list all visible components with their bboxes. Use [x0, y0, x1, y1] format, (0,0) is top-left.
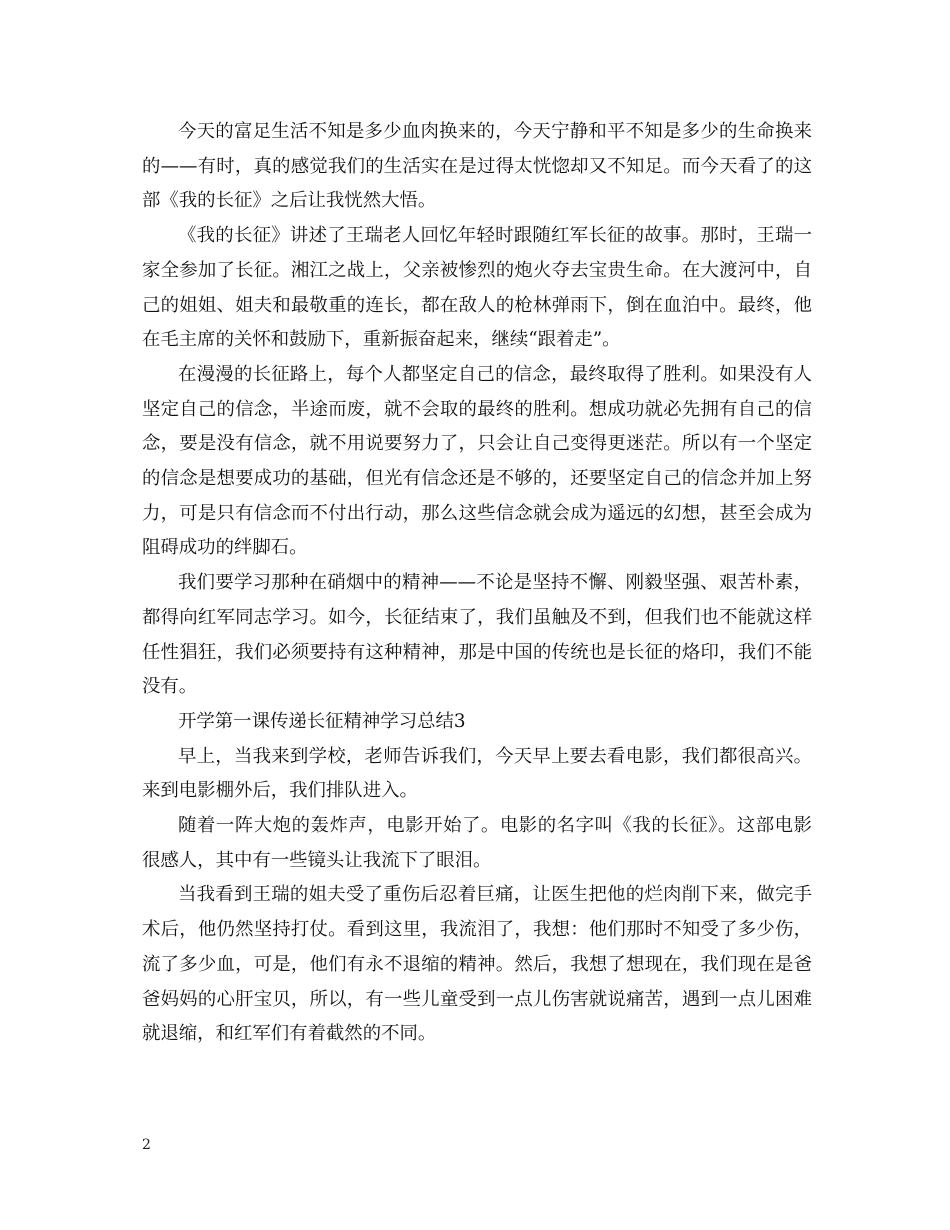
- paragraph-3: 在漫漫的长征路上，每个人都坚定自己的信念，最终取得了胜利。如果没有人坚定自己的信念，半途而废，就不会取的最终的胜利。想成功就必先拥有自己的信念，要是没有信念，就不用说要努力了，只会让自己变得更迷茫。所以有一个坚定的信念是想要成功的基础，但光有信念还是不够的，还要坚定自己的信念并加上努力，可是只有信念而不付出行动，那么这些信念就会成为遥远的幻想，甚至会成为阻碍成功的绊脚石。: [142, 363, 812, 559]
- document-body: [142, 115, 812, 1052]
- paragraph-1: 今天的富足生活不知是多少血肉换来的，今天宁静和平不知是多少的生命换来的——有时，真的感觉我们的生活实在是过得太恍惚却又不知足。而今天看了的这部《我的长征》之后让我恍然大悟。: [142, 121, 812, 212]
- paragraph-4: 我们要学习那种在硝烟中的精神——不论是坚持不懈、刚毅坚强、艰苦朴素，都得向红军同志学习。如今，长征结束了，我们虽触及不到，但我们也不能就这样任性猖狂，我们必须要持有这种精神，那是中国的传统也是长征的烙印，我们不能没有。: [142, 572, 812, 698]
- paragraph-5: 早上，当我来到学校，老师告诉我们，今天早上要去看电影，我们都很高兴。来到电影棚外后，我们排队进入。: [142, 745, 812, 802]
- paragraph-6: 随着一阵大炮的轰炸声，电影开始了。电影的名字叫《我的长征》。这部电影很感人，其中有一些镜头让我流下了眼泪。: [142, 815, 812, 871]
- paragraph-2: 《我的长征》讲述了王瑞老人回忆年轻时跟随红军长征的故事。那时，王瑞一家全参加了长征。湘江之战上，父亲被惨烈的炮火夺去宝贵生命。在大渡河中，自己的姐姐、姐夫和最敬重的连长，都在敌人的枪林弹雨下，倒在血泊中。最终，他在毛主席的关怀和鼓励下，重新振奋起来，继续“跟着走”。: [142, 225, 812, 351]
- section-heading: 开学第一课传递长征精神学习总结3: [178, 710, 466, 732]
- paragraph-7: 当我看到王瑞的姐夫受了重伤后忍着巨痛，让医生把他的烂肉削下来，做完手术后，他仍然坚持打仗。看到这里，我流泪了，我想：他们那时不知受了多少伤，流了多少血，可是，他们有永不退缩的精神。然后，我想了想现在，我们现在是爸爸妈妈的心肝宝贝，所以，有一些儿童受到一点儿伤害就说痛苦，遇到一点儿困难就退缩，和红军们有着截然的不同。: [142, 884, 812, 1045]
- page-number: 2: [142, 1137, 151, 1153]
